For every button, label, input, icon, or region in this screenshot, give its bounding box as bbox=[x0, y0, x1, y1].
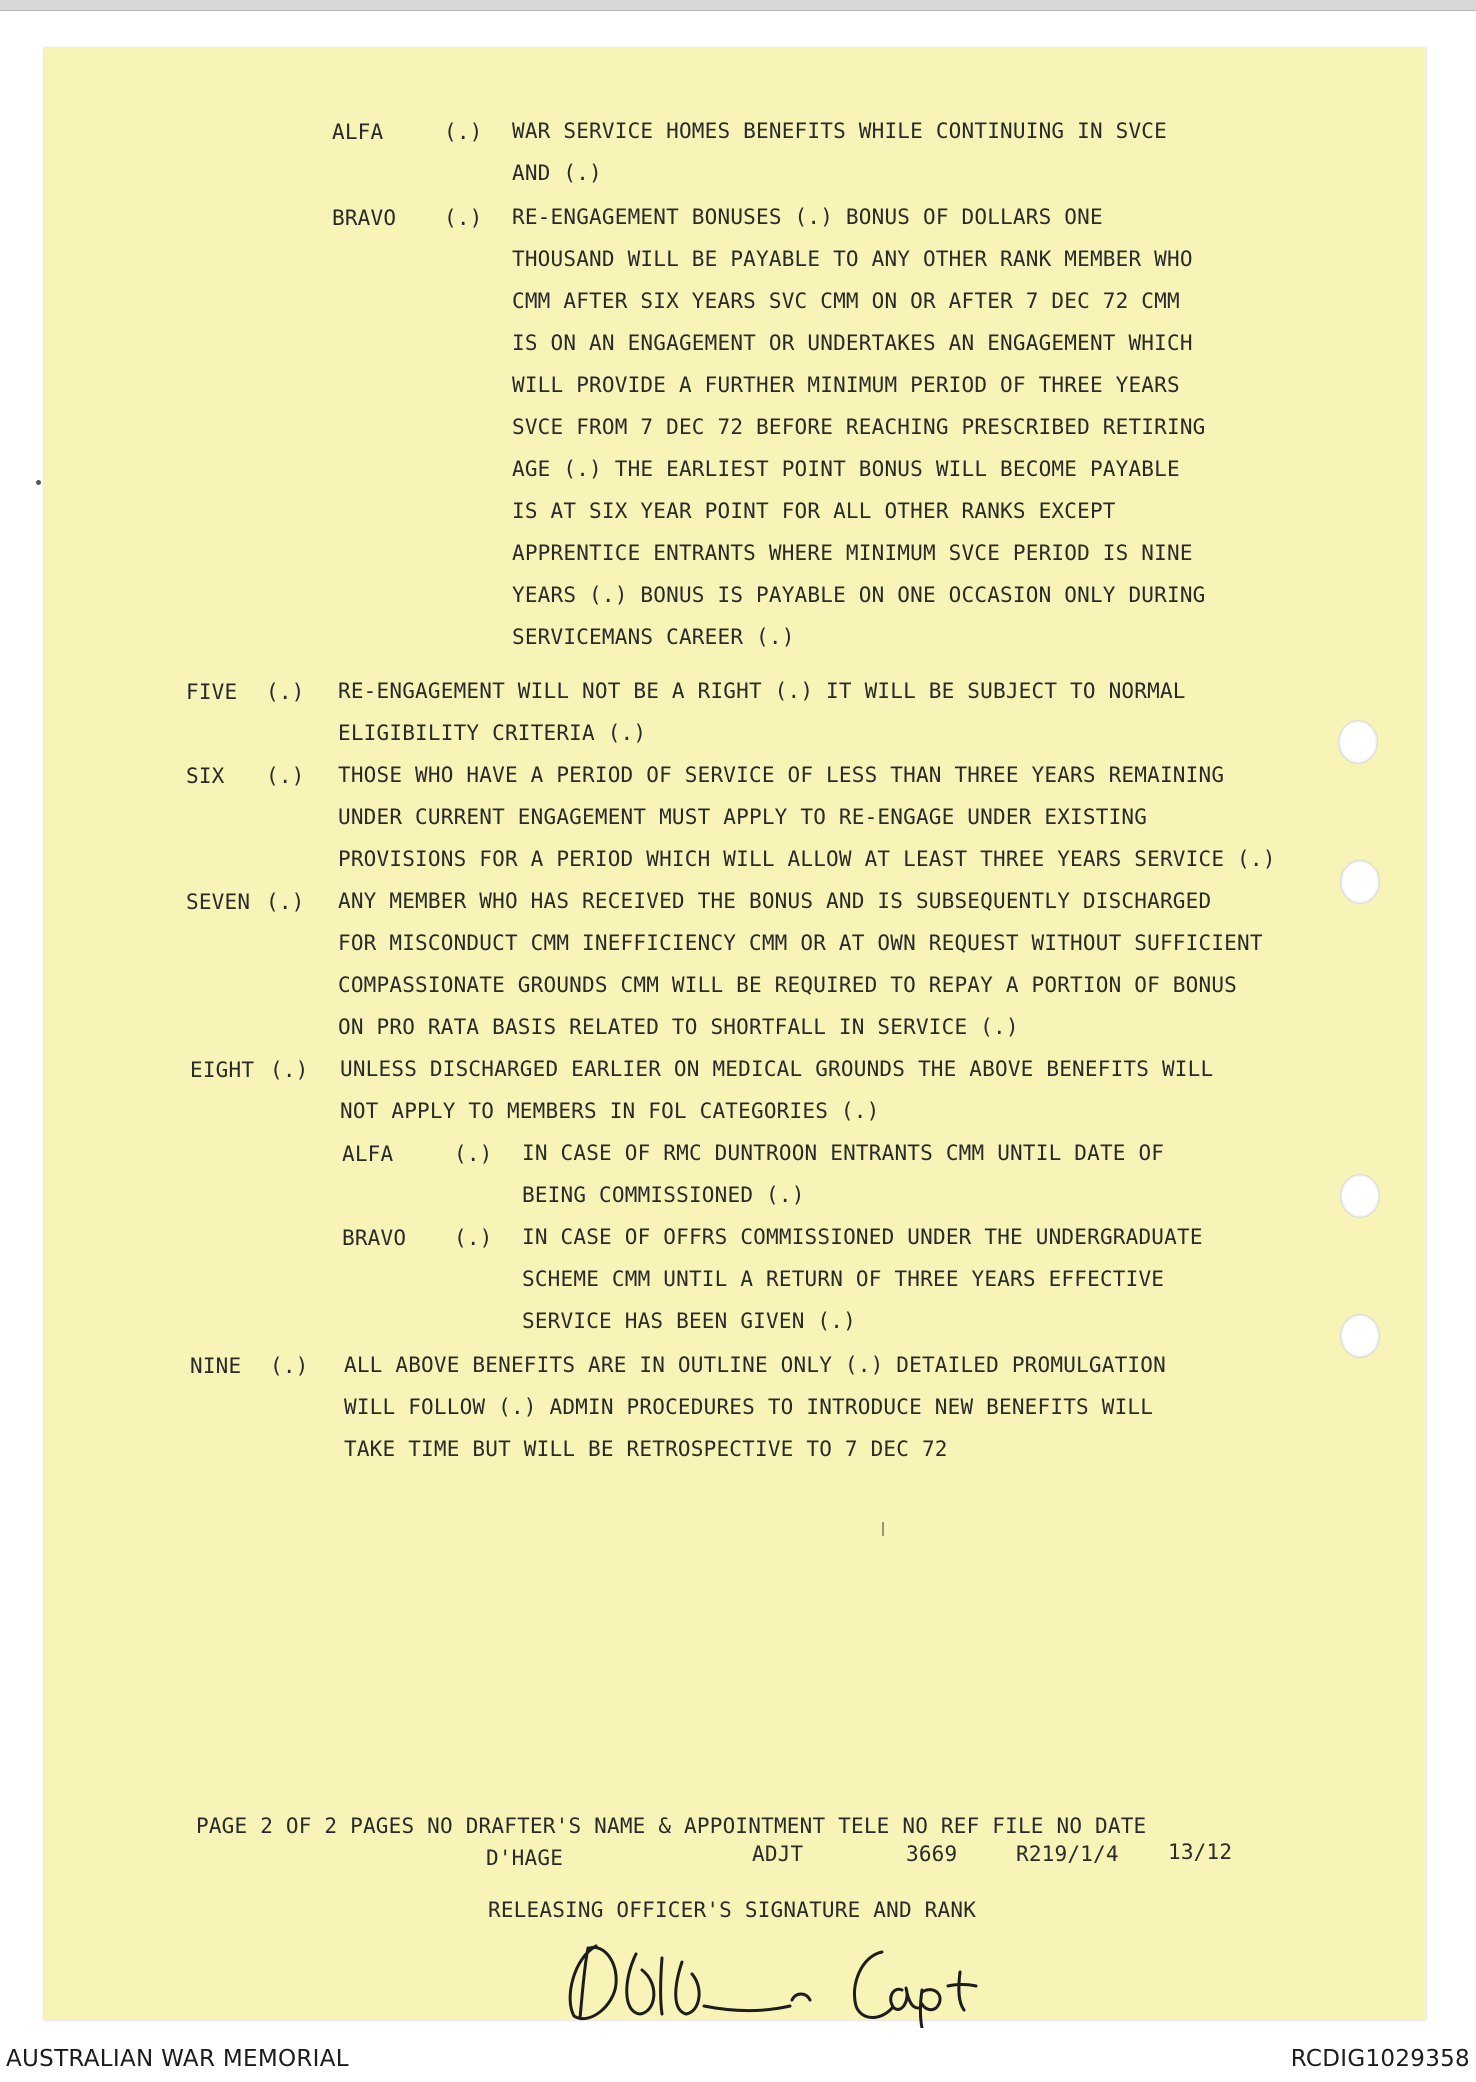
text-line: IN CASE OF RMC DUNTROON ENTRANTS CMM UNTIL DATE OF bbox=[522, 1141, 1165, 1165]
para-stop-mark: (.) bbox=[270, 1354, 309, 1378]
para-label: EIGHT bbox=[190, 1058, 255, 1082]
scan-mark bbox=[882, 1522, 884, 1536]
text-line: WILL PROVIDE A FURTHER MINIMUM PERIOD OF THREE YEARS bbox=[512, 373, 1180, 397]
text-line: UNDER CURRENT ENGAGEMENT MUST APPLY TO RE-ENGAGE UNDER EXISTING bbox=[338, 805, 1148, 829]
text-line: PROVISIONS FOR A PERIOD WHICH WILL ALLOW AT LEAST THREE YEARS SERVICE (.) bbox=[338, 847, 1276, 871]
para-label: BRAVO bbox=[332, 206, 397, 230]
text-line: IS AT SIX YEAR POINT FOR ALL OTHER RANKS EXCEPT bbox=[512, 499, 1116, 523]
para-stop-mark: (.) bbox=[266, 764, 305, 788]
text-line: SCHEME CMM UNTIL A RETURN OF THREE YEARS EFFECTIVE bbox=[522, 1267, 1165, 1291]
para-label: NINE bbox=[190, 1354, 242, 1378]
para-label: ALFA bbox=[332, 120, 384, 144]
para-label: FIVE bbox=[186, 680, 238, 704]
drafter-name: D'HAGE bbox=[486, 1846, 564, 1870]
text-line: SVCE FROM 7 DEC 72 BEFORE REACHING PRESCRIBED RETIRING bbox=[512, 415, 1206, 439]
text-line: COMPASSIONATE GROUNDS CMM WILL BE REQUIRED TO REPAY A PORTION OF BONUS bbox=[338, 973, 1238, 997]
handwritten-signature bbox=[544, 1888, 1024, 2028]
archive-caption-right: RCDIG1029358 bbox=[1290, 2046, 1470, 2072]
text-line: CMM AFTER SIX YEARS SVC CMM ON OR AFTER 7 DEC 72 CMM bbox=[512, 289, 1180, 313]
text-line: YEARS (.) BONUS IS PAYABLE ON ONE OCCASION ONLY DURING bbox=[512, 583, 1206, 607]
text-line: ELIGIBILITY CRITERIA (.) bbox=[338, 721, 647, 745]
para-stop-mark: (.) bbox=[444, 206, 483, 230]
footer-header-line: PAGE 2 OF 2 PAGES NO DRAFTER'S NAME & APPOINTMENT TELE NO REF FILE NO DATE bbox=[196, 1814, 1147, 1838]
para-stop-mark: (.) bbox=[454, 1142, 493, 1166]
text-line: AND (.) bbox=[512, 161, 602, 185]
archive-caption-left: AUSTRALIAN WAR MEMORIAL bbox=[6, 2046, 349, 2072]
text-line: THOUSAND WILL BE PAYABLE TO ANY OTHER RANK MEMBER WHO bbox=[512, 247, 1193, 271]
text-line: IN CASE OF OFFRS COMMISSIONED UNDER THE UNDERGRADUATE bbox=[522, 1225, 1203, 1249]
para-alfa-2 bbox=[522, 1132, 1164, 1216]
para-label: BRAVO bbox=[342, 1226, 407, 1250]
punch-hole bbox=[1338, 720, 1378, 764]
para-label: ALFA bbox=[342, 1142, 394, 1166]
scan-top-edge bbox=[0, 0, 1476, 11]
para-bravo-2 bbox=[522, 1216, 1203, 1342]
para-six bbox=[338, 754, 1276, 880]
para-seven bbox=[338, 880, 1263, 1048]
punch-hole bbox=[1340, 1174, 1380, 1218]
para-stop-mark: (.) bbox=[266, 680, 305, 704]
text-line: ANY MEMBER WHO HAS RECEIVED THE BONUS AND IS SUBSEQUENTLY DISCHARGED bbox=[338, 889, 1212, 913]
para-eight bbox=[340, 1048, 1213, 1132]
para-stop-mark: (.) bbox=[270, 1058, 309, 1082]
scan-speck bbox=[36, 480, 41, 485]
punch-hole bbox=[1340, 860, 1380, 904]
punch-hole bbox=[1340, 1314, 1380, 1358]
text-line: TAKE TIME BUT WILL BE RETROSPECTIVE TO 7 DEC 72 bbox=[344, 1437, 948, 1461]
releasing-officer-label: RELEASING OFFICER'S SIGNATURE AND RANK bbox=[488, 1898, 977, 1922]
para-label: SEVEN bbox=[186, 890, 251, 914]
para-alfa-1 bbox=[512, 110, 1167, 194]
text-line: BEING COMMISSIONED (.) bbox=[522, 1183, 805, 1207]
tele-no: 3669 bbox=[906, 1842, 958, 1866]
text-line: RE-ENGAGEMENT WILL NOT BE A RIGHT (.) IT WILL BE SUBJECT TO NORMAL bbox=[338, 679, 1186, 703]
text-line: AGE (.) THE EARLIEST POINT BONUS WILL BECOME PAYABLE bbox=[512, 457, 1180, 481]
para-stop-mark: (.) bbox=[266, 890, 305, 914]
text-line: SERVICEMANS CAREER (.) bbox=[512, 625, 795, 649]
para-five bbox=[338, 670, 1186, 754]
text-line: SERVICE HAS BEEN GIVEN (.) bbox=[522, 1309, 856, 1333]
text-line: ON PRO RATA BASIS RELATED TO SHORTFALL IN SERVICE (.) bbox=[338, 1015, 1019, 1039]
text-line: FOR MISCONDUCT CMM INEFFICIENCY CMM OR AT OWN REQUEST WITHOUT SUFFICIENT bbox=[338, 931, 1263, 955]
para-stop-mark: (.) bbox=[454, 1226, 493, 1250]
text-line: APPRENTICE ENTRANTS WHERE MINIMUM SVCE PERIOD IS NINE bbox=[512, 541, 1193, 565]
text-line: UNLESS DISCHARGED EARLIER ON MEDICAL GROUNDS THE ABOVE BENEFITS WILL bbox=[340, 1057, 1214, 1081]
document-sheet bbox=[44, 48, 1426, 2020]
para-bravo-1 bbox=[512, 196, 1206, 658]
text-line: WILL FOLLOW (.) ADMIN PROCEDURES TO INTRODUCE NEW BENEFITS WILL bbox=[344, 1395, 1154, 1419]
text-line: RE-ENGAGEMENT BONUSES (.) BONUS OF DOLLARS ONE bbox=[512, 205, 1103, 229]
para-label: SIX bbox=[186, 764, 225, 788]
text-line: ALL ABOVE BENEFITS ARE IN OUTLINE ONLY (.) DETAILED PROMULGATION bbox=[344, 1353, 1166, 1377]
para-nine bbox=[344, 1344, 1166, 1470]
text-line: WAR SERVICE HOMES BENEFITS WHILE CONTINUING IN SVCE bbox=[512, 119, 1167, 143]
text-line: NOT APPLY TO MEMBERS IN FOL CATEGORIES (.) bbox=[340, 1099, 880, 1123]
para-stop-mark: (.) bbox=[444, 120, 483, 144]
appointment: ADJT bbox=[752, 1842, 804, 1866]
date: 13/12 bbox=[1168, 1840, 1233, 1864]
text-line: IS ON AN ENGAGEMENT OR UNDERTAKES AN ENGAGEMENT WHICH bbox=[512, 331, 1193, 355]
ref-file-no: R219/1/4 bbox=[1016, 1842, 1119, 1866]
text-line: THOSE WHO HAVE A PERIOD OF SERVICE OF LESS THAN THREE YEARS REMAINING bbox=[338, 763, 1225, 787]
